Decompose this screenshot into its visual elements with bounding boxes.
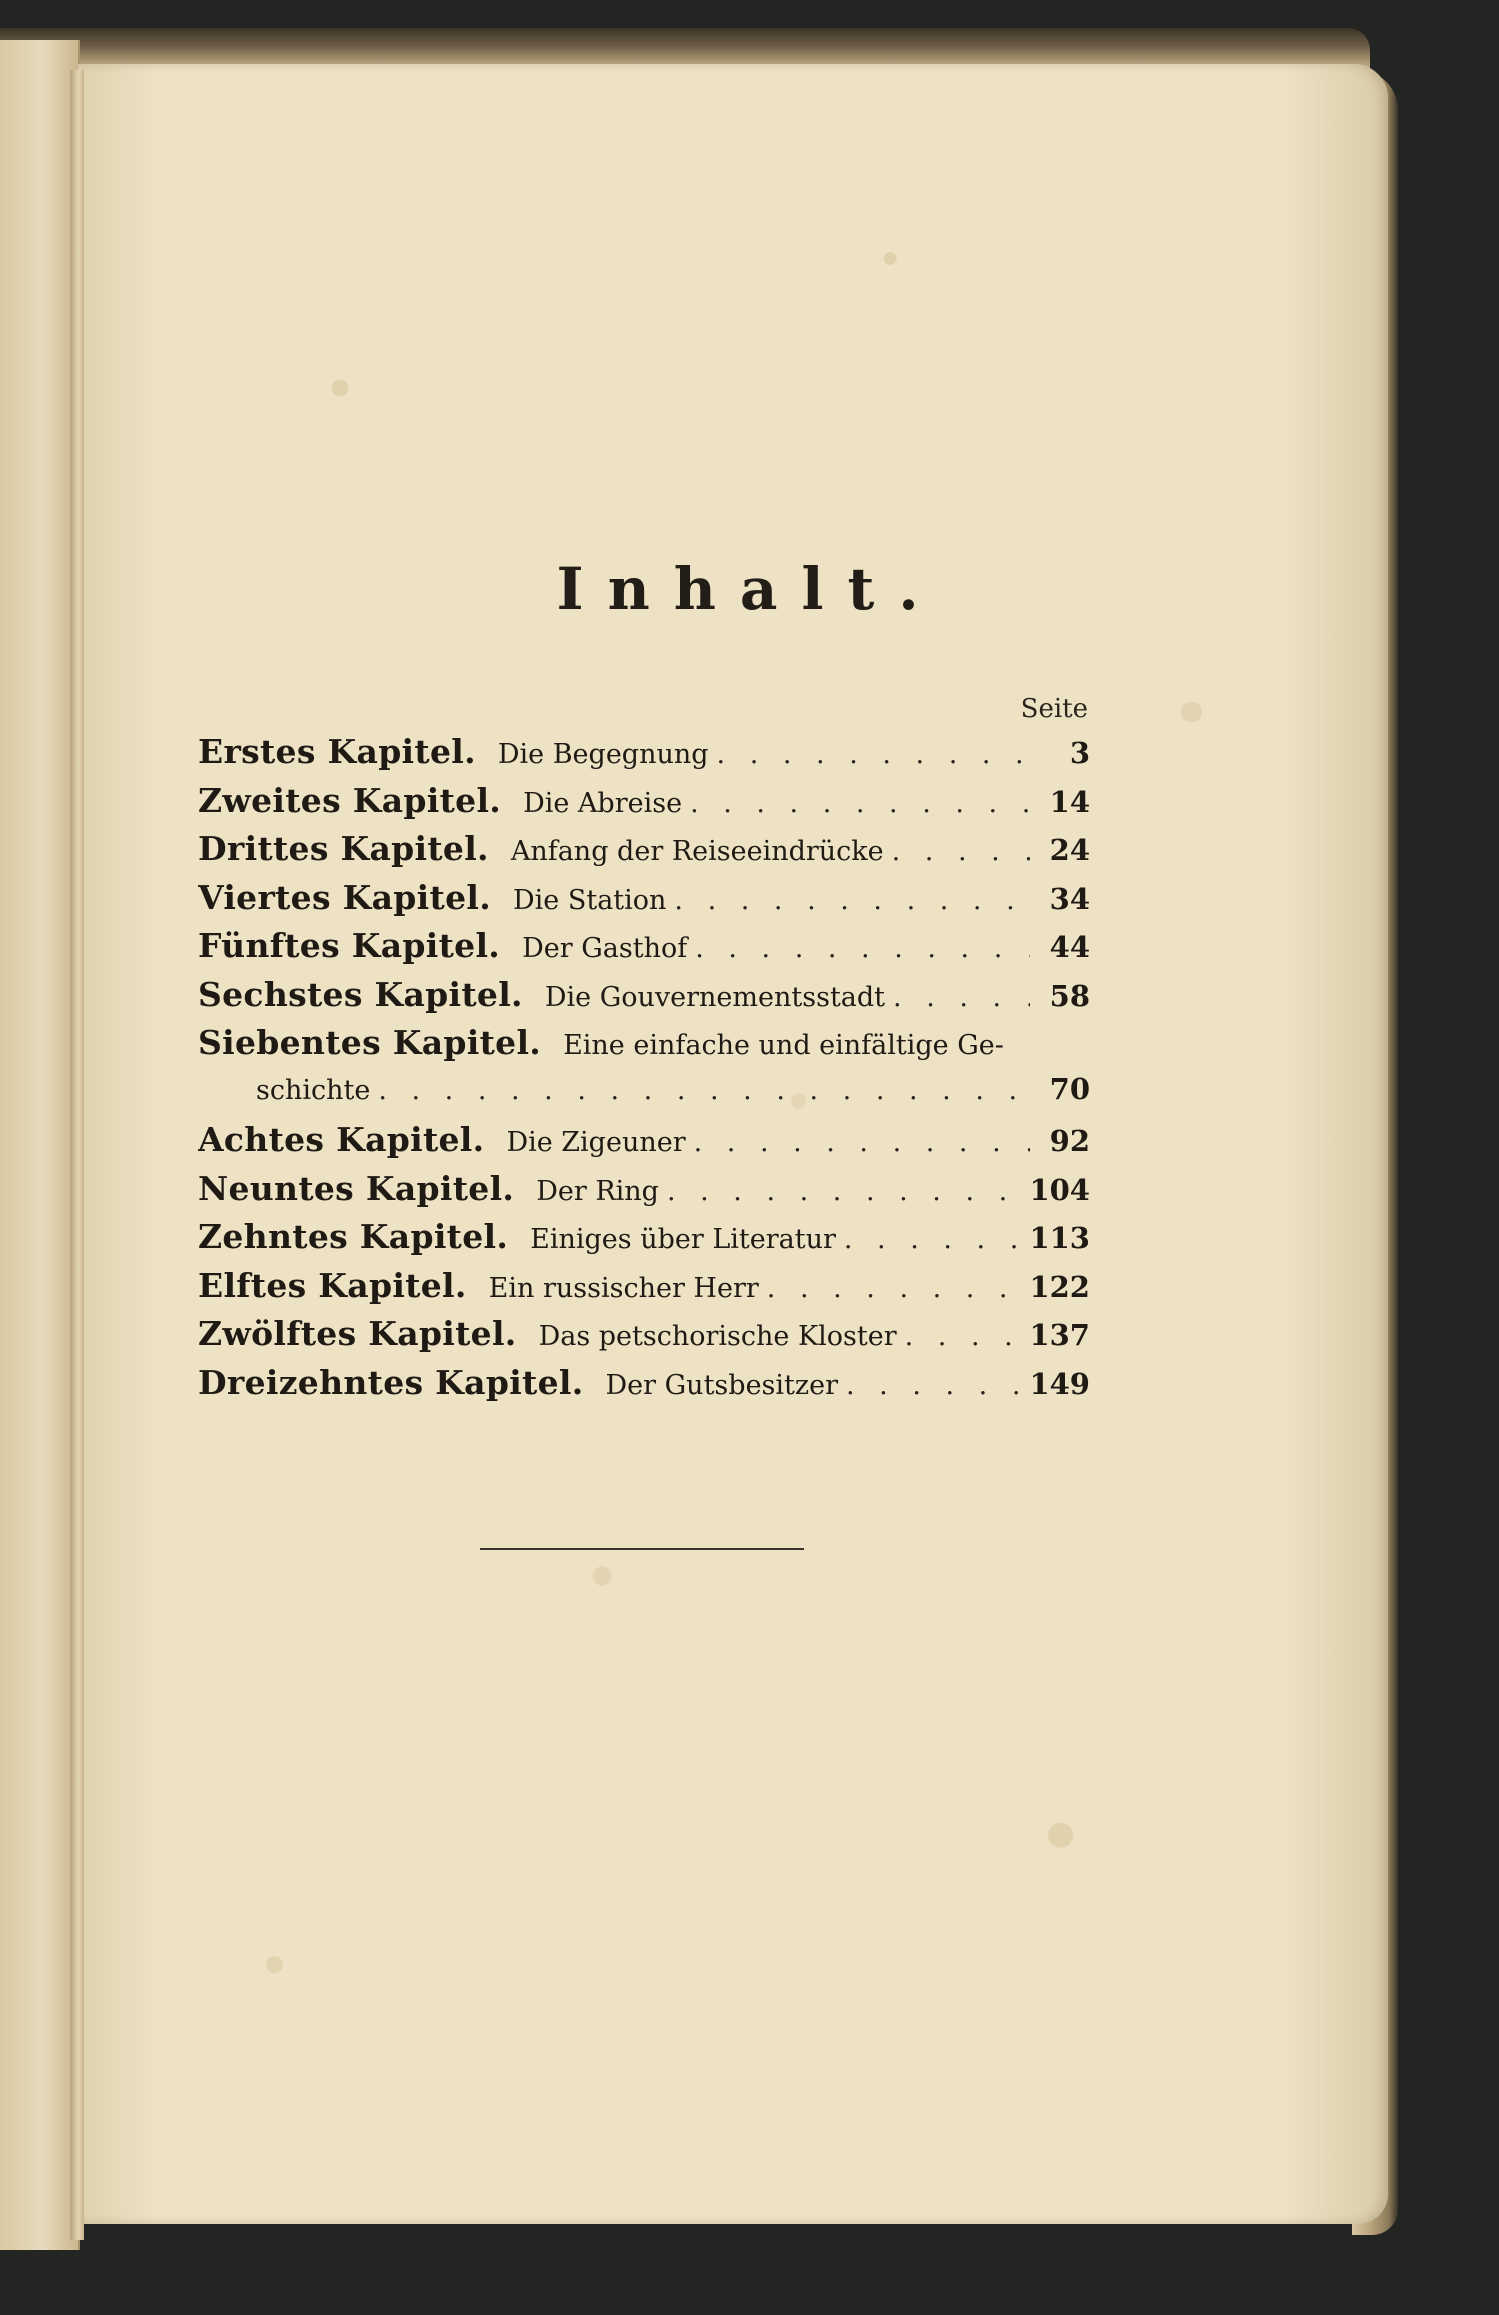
page-column-label: Seite bbox=[1020, 694, 1088, 724]
chapter-title: Die Zigeuner bbox=[506, 1127, 686, 1158]
dot-leader bbox=[905, 1321, 1022, 1352]
chapter-title: Der Ring bbox=[536, 1175, 659, 1207]
chapter-title: Die Station bbox=[513, 884, 667, 916]
toc-entry bbox=[198, 975, 1090, 1024]
closing-rule bbox=[480, 1548, 804, 1550]
chapter-label: Sechstes Kapitel. bbox=[198, 974, 523, 1014]
toc-entry bbox=[198, 1363, 1090, 1412]
toc-entry bbox=[198, 1217, 1090, 1266]
toc-entry bbox=[198, 1266, 1090, 1315]
dot-leader bbox=[378, 1075, 1030, 1106]
dot-leader bbox=[893, 982, 1030, 1013]
dot-leader bbox=[844, 1224, 1022, 1255]
toc-entry bbox=[198, 1314, 1090, 1363]
page-number: 92 bbox=[1049, 1124, 1090, 1158]
toc-entry bbox=[198, 926, 1090, 975]
page-number: 34 bbox=[1049, 881, 1090, 916]
page-number: 58 bbox=[1049, 978, 1090, 1013]
chapter-label: Erstes Kapitel. bbox=[198, 732, 476, 771]
toc-entry bbox=[198, 1120, 1090, 1169]
chapter-title-continuation: schichte bbox=[256, 1074, 371, 1106]
facing-page bbox=[0, 40, 80, 2250]
chapter-label: Drittes Kapitel. bbox=[198, 829, 489, 868]
chapter-label: Fünftes Kapitel. bbox=[198, 926, 501, 965]
contents-heading: Inhalt. bbox=[556, 555, 943, 623]
chapter-title: Das petschorische Kloster bbox=[538, 1321, 897, 1352]
dot-leader bbox=[892, 836, 1030, 867]
dot-leader bbox=[695, 933, 1030, 964]
toc-entry bbox=[198, 1023, 1090, 1072]
dot-leader bbox=[767, 1273, 1022, 1304]
page-number: 104 bbox=[1029, 1172, 1090, 1207]
page-number: 70 bbox=[1049, 1071, 1090, 1106]
toc-entry-continuation bbox=[198, 1072, 1090, 1121]
page-number: 113 bbox=[1029, 1221, 1090, 1255]
chapter-label: Zehntes Kapitel. bbox=[198, 1217, 509, 1256]
table-of-contents bbox=[198, 732, 1090, 1411]
chapter-title: Einiges über Literatur bbox=[530, 1224, 836, 1255]
page-number: 24 bbox=[1049, 833, 1090, 867]
page-number: 44 bbox=[1049, 930, 1090, 964]
page-number: 137 bbox=[1029, 1318, 1090, 1352]
chapter-title: Der Gasthof bbox=[522, 933, 688, 964]
toc-entry bbox=[198, 878, 1090, 927]
toc-entry bbox=[198, 1169, 1090, 1218]
dot-leader bbox=[694, 1127, 1030, 1158]
page-number: 122 bbox=[1029, 1269, 1090, 1304]
chapter-label: Viertes Kapitel. bbox=[198, 877, 491, 917]
chapter-label: Achtes Kapitel. bbox=[198, 1120, 485, 1159]
chapter-title: Die Abreise bbox=[523, 787, 683, 819]
chapter-label: Zwölftes Kapitel. bbox=[198, 1314, 517, 1353]
page-number: 3 bbox=[1069, 736, 1090, 770]
chapter-label: Siebentes Kapitel. bbox=[198, 1023, 542, 1062]
chapter-label: Elftes Kapitel. bbox=[198, 1265, 467, 1305]
dot-leader bbox=[717, 739, 1030, 770]
dot-leader bbox=[674, 885, 1030, 916]
chapter-title: Eine einfache und einfältige Ge- bbox=[563, 1030, 1004, 1061]
chapter-title: Anfang der Reiseeindrücke bbox=[510, 836, 884, 867]
dot-leader bbox=[667, 1176, 1021, 1207]
toc-entry bbox=[198, 781, 1090, 830]
toc-entry bbox=[198, 732, 1090, 781]
chapter-label: Zweites Kapitel. bbox=[198, 780, 502, 820]
dot-leader bbox=[846, 1370, 1021, 1401]
chapter-title: Ein russischer Herr bbox=[488, 1272, 759, 1304]
book-binding bbox=[70, 70, 84, 2240]
toc-entry bbox=[198, 829, 1090, 878]
chapter-title: Die Begegnung bbox=[497, 739, 709, 770]
chapter-label: Neuntes Kapitel. bbox=[198, 1168, 515, 1208]
dot-leader bbox=[690, 788, 1030, 819]
page-number: 149 bbox=[1029, 1366, 1090, 1401]
chapter-title: Die Gouvernementsstadt bbox=[544, 981, 886, 1013]
chapter-label: Dreizehntes Kapitel. bbox=[198, 1362, 584, 1402]
chapter-title: Der Gutsbesitzer bbox=[605, 1369, 838, 1401]
page-number: 14 bbox=[1049, 784, 1090, 819]
